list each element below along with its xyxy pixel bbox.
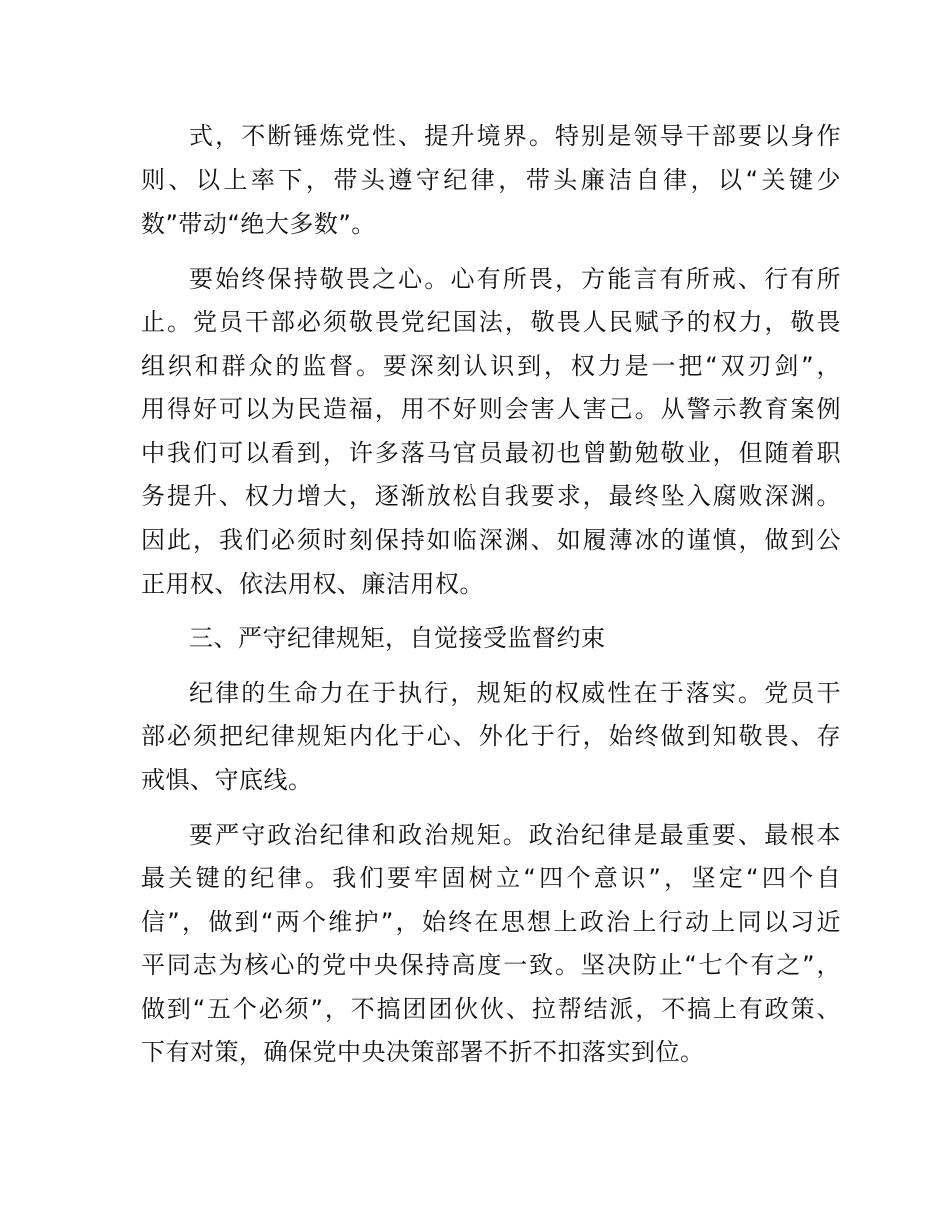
text-line-13: 纪律的生命力在于执行，规矩的权威性在于落实。党员干 [189,679,841,707]
text-line-8: 中我们可以看到，许多落马官员最初也曾勤勉敬业，但随着职 [141,439,841,467]
text-line-21: 下有对策，确保党中央决策部署不折不扣落实到位。 [141,1038,705,1066]
text-line-16: 要严守政治纪律和政治规矩。政治纪律是最重要、最根本 [189,821,841,849]
text-line-6: 组织和群众的监督。要深刻认识到，权力是一把“双刃剑”， [141,352,841,380]
text-line-1: 式，不断锤炼党性、提升境界。特别是领导干部要以身作 [189,122,841,150]
text-line-14: 部必须把纪律规矩内化于心、外化于行，始终做到知敬畏、存 [141,722,841,750]
text-line-9: 务提升、权力增大，逐渐放松自我要求，最终坠入腐败深渊。 [141,482,841,510]
text-line-7: 用得好可以为民造福，用不好则会害人害己。从警示教育案例 [141,395,841,423]
text-line-19: 平同志为核心的党中央保持高度一致。坚决防止“七个有之”， [141,951,841,979]
text-line-4: 要始终保持敬畏之心。心有所畏，方能言有所戒、行有所 [189,265,841,293]
text-line-10: 因此，我们必须时刻保持如临深渊、如履薄冰的谨慎，做到公 [141,526,841,554]
text-line-20: 做到“五个必须”，不搞团团伙伙、拉帮结派，不搞上有政策、 [141,995,841,1023]
section-heading: 三、严守纪律规矩，自觉接受监督约束 [189,624,606,652]
text-line-11: 正用权、依法用权、廉洁用权。 [141,570,484,598]
text-line-15: 戒惧、守底线。 [141,766,313,794]
text-line-3: 数”带动“绝大多数”。 [141,210,376,238]
text-line-5: 止。党员干部必须敬畏党纪国法，敬畏人民赋予的权力，敬畏 [141,308,841,336]
text-line-18: 信”，做到“两个维护”，始终在思想上政治上行动上同以习近 [141,908,841,936]
text-line-2: 则、以上率下，带头遵守纪律，带头廉洁自律，以“关键少 [141,166,841,194]
text-line-17: 最关键的纪律。我们要牢固树立“四个意识”，坚定“四个自 [141,864,841,892]
